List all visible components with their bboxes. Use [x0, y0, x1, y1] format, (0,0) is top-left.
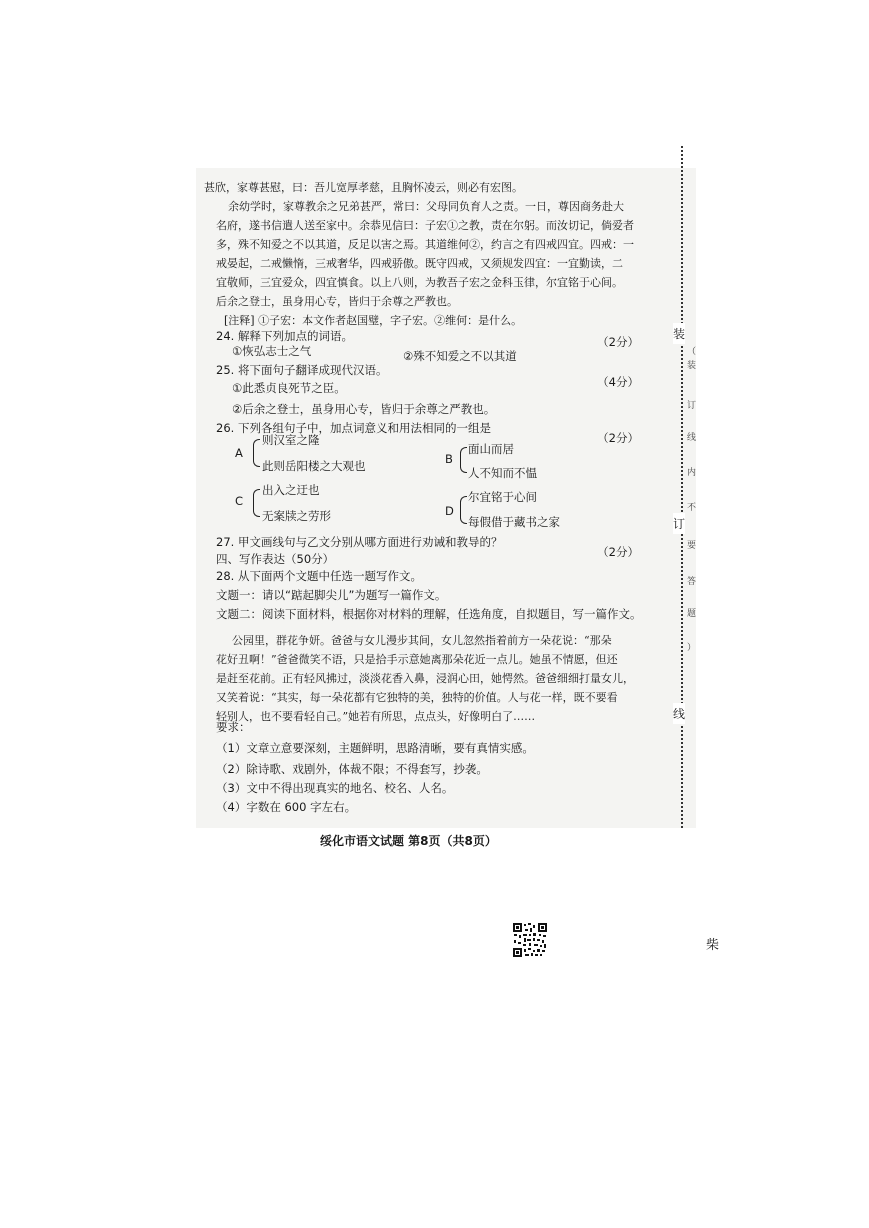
q26-option-b-label: B — [445, 452, 453, 466]
q26-option-d-line2: 每假借于藏书之家 — [468, 515, 560, 529]
passage-line: 甚欣，家尊甚慰，曰：吾儿宽厚孝慈，且胸怀凌云，则必有宏图。 — [204, 181, 523, 194]
binding-note-char: 订 — [687, 401, 697, 411]
material-line: 轻别人，也不要看轻自己。”她若有所思，点点头，好像明白了…… — [216, 710, 536, 723]
q26-option-d-brace — [460, 496, 467, 524]
q24-title: 24. 解释下列加点的词语。 — [216, 329, 353, 343]
q26-option-a-line1: 则汉室之隆 — [262, 433, 320, 447]
binding-note-char: 内 — [687, 468, 697, 478]
q24-item-b: ②殊不知爱之不以其道 — [403, 349, 517, 363]
passage-line: 名府，遂书信遣人送至家中。余恭见信曰：子宏①之教，责在尔躬。而汝切记，倘爱者 — [216, 219, 634, 232]
requirement-item: （3）文中不得出现真实的地名、校名、人名。 — [216, 781, 454, 795]
q27-score: （2分） — [597, 545, 639, 559]
material-line: 是赶至花前。正有轻风拂过，淡淡花香入鼻，浸润心田，她愕然。爸爸细细打量女儿， — [216, 672, 634, 685]
section4-heading: 四、写作表达（50分） — [216, 552, 335, 566]
binding-dotted-line — [681, 146, 683, 828]
passage-line: 戒晏起，二戒懒惰，三戒奢华，四戒骄傲。既守四戒，又须规发四宜：一宜勤读，二 — [216, 257, 623, 270]
q26-option-a-line2: 此则岳阳楼之大观也 — [262, 459, 366, 473]
passage-note: [注释] ①子宏：本文作者赵国璧，字子宏。②维何：是什么。 — [224, 314, 523, 327]
material-line: 又笑着说：“其实，每一朵花都有它独特的美，独特的价值。人与花一样，既不要看 — [216, 691, 618, 704]
corner-mark: 柴 — [706, 938, 720, 953]
qr-code — [512, 922, 548, 958]
material-line: 花好丑啊！”爸爸微笑不语，只是拾手示意她离那朵花近一点儿。她虽不情愿，但还 — [216, 653, 618, 666]
material-line: 公园里，群花争妍。爸爸与女儿漫步其间，女儿忽然指着前方一朵花说：“那朵 — [232, 634, 612, 647]
passage-line: 宜敬师，三宜爱众，四宜慎食。以上八则，为教吾子宏之金科玉律，尔宜铭于心间。 — [216, 276, 623, 289]
requirement-item: （2）除诗歌、戏剧外，体裁不限；不得套写，抄袭。 — [216, 762, 488, 776]
requirement-item: （1）文章立意要深刻，主题鲜明，思路清晰，要有真情实感。 — [216, 741, 534, 755]
q26-title: 26. 下列各组句子中，加点词意义和用法相同的一组是 — [216, 421, 491, 435]
q26-option-c-line2: 无案牍之劳形 — [262, 509, 331, 523]
q26-option-a-brace — [253, 439, 260, 467]
q26-option-d-label: D — [445, 504, 454, 518]
q26-score: （2分） — [597, 431, 639, 445]
page-footer: 绥化市语文试题 第8页（共8页） — [320, 834, 497, 848]
q26-option-b-brace — [460, 447, 467, 473]
binding-label-zhuang: 装 — [673, 323, 685, 344]
q27-title: 27. 甲文画线句与乙文分别从哪方面进行劝诫和教导的？ — [216, 535, 503, 549]
topic1: 文题一：请以“踮起脚尖儿”为题写一篇作文。 — [216, 588, 447, 602]
binding-note-char: 题 — [687, 609, 697, 619]
binding-note-char: （ — [687, 347, 697, 357]
binding-note-char: 要 — [687, 541, 697, 551]
passage-line: 多，殊不知爱之不以其道，反足以害之焉。其道维何②，约言之有四戒四宜。四戒：一 — [216, 238, 634, 251]
q26-option-c-label: C — [235, 494, 244, 508]
q25-item-b: ②后余之登士，虽身用心专，皆归于余尊之严教也。 — [232, 402, 496, 416]
q25-score: （4分） — [597, 375, 639, 389]
q26-option-c-line1: 出入之迂也 — [262, 483, 320, 497]
q26-option-c-brace — [253, 489, 260, 517]
binding-note-char: ） — [687, 643, 697, 653]
topic2: 文题二：阅读下面材料，根据你对材料的理解，任选角度，自拟题目，写一篇作文。 — [216, 607, 642, 621]
passage-line: 后余之登士，虽身用心专，皆归于余尊之严教也。 — [216, 295, 458, 308]
binding-note-char: 不 — [687, 503, 697, 513]
binding-label-xian: 线 — [673, 703, 685, 724]
requirement-item: （4）字数在 600 字左右。 — [216, 800, 357, 814]
binding-label-ding: 订 — [673, 513, 685, 534]
binding-note-char: 装 — [687, 361, 697, 371]
q26-option-b-line2: 人不知而不愠 — [468, 466, 537, 480]
requirements-heading: 要求： — [216, 720, 251, 734]
passage-line: 余幼学时，家尊教余之兄弟甚严，常曰：父母同负育人之责。一日，尊因商务赴大 — [228, 200, 624, 213]
binding-note-char: 答 — [687, 577, 697, 587]
binding-note-char: 线 — [687, 433, 697, 443]
q25-item-a: ①此悉贞良死节之臣。 — [232, 381, 346, 395]
q26-option-b-line1: 面山而居 — [468, 442, 514, 456]
q28-title: 28. 从下面两个文题中任选一题写作文。 — [216, 569, 422, 583]
q26-option-a-label: A — [235, 446, 243, 460]
q26-option-d-line1: 尔宜铭于心间 — [468, 490, 537, 504]
q24-item-a: ①恢弘志士之气 — [232, 344, 312, 358]
q24-score: （2分） — [597, 335, 639, 349]
q25-title: 25. 将下面句子翻译成现代汉语。 — [216, 363, 388, 377]
